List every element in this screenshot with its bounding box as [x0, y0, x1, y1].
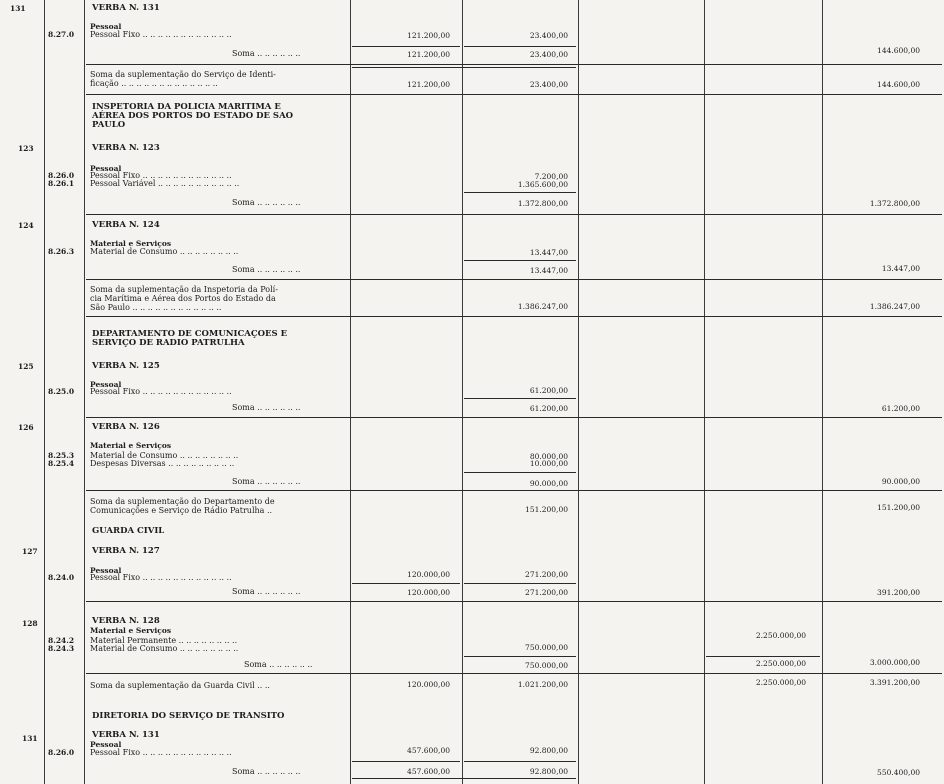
value-cell: 271.200,00: [525, 570, 568, 579]
soma-label: Soma .. .. .. .. .. ..: [232, 587, 301, 596]
col-rule-1: [44, 0, 45, 784]
value-cell: 2.250.000,00: [755, 678, 806, 687]
total-cell: 61.200,00: [881, 404, 920, 413]
verba-title: VERBA N. 125: [92, 361, 160, 371]
total-cell: 550.400,00: [877, 768, 920, 777]
subtotal-label: cia Marítima e Aérea dos Portos do Estado da: [90, 294, 276, 303]
rule: [352, 778, 576, 779]
verba-number: 127: [22, 547, 38, 556]
item-label: Pessoal Fixo .. .. .. .. .. .. .. .. .. .. .. ..: [90, 171, 232, 180]
value-cell: 151.200,00: [525, 505, 568, 514]
item-code: 8.26.3: [48, 247, 75, 256]
rule: [86, 673, 942, 674]
rule: [464, 192, 576, 193]
rule: [352, 46, 460, 47]
value-cell: 92.800,00: [529, 746, 568, 755]
value-cell: 23.400,00: [529, 80, 568, 89]
subtotal-label: Comunicações e Serviço de Rádio Patrulha ..: [90, 506, 273, 515]
rule: [86, 490, 942, 491]
rule: [464, 583, 576, 584]
soma-label: Soma .. .. .. .. .. ..: [232, 767, 301, 776]
verba-number: 131: [10, 4, 26, 13]
item-label: Material de Consumo .. .. .. .. .. .. .. ..: [90, 644, 239, 653]
soma-label: Soma .. .. .. .. .. ..: [232, 477, 301, 486]
value-cell: 120.000,00: [407, 588, 450, 597]
total-cell: 3.391.200,00: [869, 678, 920, 687]
rule: [86, 214, 942, 215]
category-label: Pessoal: [90, 380, 122, 389]
soma-label: Soma .. .. .. .. .. ..: [232, 49, 301, 58]
rule: [464, 761, 576, 762]
verba-title: VERBA N. 123: [92, 143, 160, 153]
rule: [464, 260, 576, 261]
category-label: Pessoal: [90, 22, 122, 31]
item-label: Material de Consumo .. .. .. .. .. .. .. ..: [90, 451, 239, 460]
verba-number: 125: [18, 362, 34, 371]
item-label: Pessoal Fixo .. .. .. .. .. .. .. .. .. .. .. ..: [90, 748, 232, 757]
verba-title: VERBA N. 127: [92, 546, 160, 556]
value-cell: 13.447,00: [529, 266, 568, 275]
item-label: Despesas Diversas .. .. .. .. .. .. .. .. ..: [90, 459, 235, 468]
value-cell: 1.386.247,00: [517, 302, 568, 311]
rule: [86, 279, 942, 280]
value-cell: 1.021.200,00: [517, 680, 568, 689]
rule: [352, 761, 460, 762]
value-cell: 2.250.000,00: [755, 631, 806, 640]
rule: [464, 46, 576, 47]
rule: [86, 64, 942, 65]
verba-title: VERBA N. 128: [92, 616, 160, 626]
section-heading: AÉREA DOS PORTOS DO ESTADO DE SAO: [92, 111, 294, 121]
col-rule-2: [84, 0, 85, 784]
subtotal-label: Soma da suplementação do Departamento de: [90, 497, 275, 506]
value-cell: 80.000,00: [529, 452, 568, 461]
rule: [352, 583, 460, 584]
category-label: Pessoal: [90, 566, 122, 575]
category-label: Material e Serviços: [90, 626, 172, 635]
verba-title: VERBA N. 131: [92, 3, 160, 13]
value-cell: 23.400,00: [529, 31, 568, 40]
total-cell: 391.200,00: [877, 588, 920, 597]
item-code: 8.26.1: [48, 179, 75, 188]
value-cell: 457.600,00: [407, 746, 450, 755]
rule: [86, 316, 942, 317]
value-cell: 2.250.000,00: [755, 659, 806, 668]
value-cell: 121.200,00: [407, 50, 450, 59]
item-label: Material Permanente .. .. .. .. .. .. .. ..: [90, 636, 238, 645]
section-heading: INSPETORIA DA POLICIA MARITIMA E: [92, 102, 281, 112]
verba-title: VERBA N. 126: [92, 422, 160, 432]
rule: [464, 656, 576, 657]
rule: [86, 601, 942, 602]
value-cell: 92.800,00: [529, 767, 568, 776]
rule: [464, 398, 576, 399]
total-cell: 144.600,00: [877, 80, 920, 89]
value-cell: 23.400,00: [529, 50, 568, 59]
soma-label: Soma .. .. .. .. .. ..: [244, 660, 313, 669]
item-code: 8.24.0: [48, 573, 75, 582]
item-label: Pessoal Fixo .. .. .. .. .. .. .. .. .. .. .. ..: [90, 387, 232, 396]
verba-number: 128: [22, 619, 38, 628]
col-rule-7: [822, 0, 823, 784]
verba-number: 126: [18, 423, 34, 432]
verba-number: 124: [18, 221, 34, 230]
item-code: 8.27.0: [48, 30, 75, 39]
subtotal-label: Soma da suplementação da Guarda Civil .. ..: [90, 681, 270, 690]
col-rule-4: [462, 0, 463, 784]
category-label: Pessoal: [90, 740, 122, 749]
value-cell: 10.000,00: [529, 459, 568, 468]
rule: [706, 656, 820, 657]
soma-label: Soma .. .. .. .. .. ..: [232, 403, 301, 412]
value-cell: 7.200,00: [534, 172, 568, 181]
section-heading: DIRETORIA DO SERVIÇO DE TRANSITO: [92, 711, 285, 721]
subtotal-label: São Paulo .. .. .. .. .. .. .. .. .. .. .. ..: [90, 303, 222, 312]
item-code: 8.26.0: [48, 748, 75, 757]
category-label: Material e Serviços: [90, 441, 172, 450]
total-cell: 13.447,00: [881, 264, 920, 273]
rule: [86, 417, 942, 418]
item-label: Pessoal Variável .. .. .. .. .. .. .. .. .. .. ..: [90, 179, 240, 188]
item-code: 8.25.0: [48, 387, 75, 396]
value-cell: 271.200,00: [525, 588, 568, 597]
item-code: 8.24.3: [48, 644, 75, 653]
item-label: Pessoal Fixo .. .. .. .. .. .. .. .. .. .. .. ..: [90, 573, 232, 582]
category-label: Pessoal: [90, 164, 122, 173]
verba-title: VERBA N. 131: [92, 730, 160, 740]
value-cell: 1.365.600,00: [517, 180, 568, 189]
value-cell: 61.200,00: [529, 404, 568, 413]
soma-label: Soma .. .. .. .. .. ..: [232, 198, 301, 207]
value-cell: 1.372.800,00: [517, 199, 568, 208]
subtotal-label: ficação .. .. .. .. .. .. .. .. .. .. .. .. ..: [90, 79, 218, 88]
value-cell: 121.200,00: [407, 31, 450, 40]
total-cell: 151.200,00: [877, 503, 920, 512]
value-cell: 750.000,00: [525, 643, 568, 652]
total-cell: 144.600,00: [877, 46, 920, 55]
value-cell: 120.000,00: [407, 680, 450, 689]
value-cell: 61.200,00: [529, 386, 568, 395]
verba-number: 123: [18, 144, 34, 153]
soma-label: Soma .. .. .. .. .. ..: [232, 265, 301, 274]
section-heading: GUARDA CIVIL: [92, 526, 165, 536]
verba-number: 131: [22, 734, 38, 743]
total-cell: 1.372.800,00: [869, 199, 920, 208]
verba-title: VERBA N. 124: [92, 220, 160, 230]
total-cell: 90.000,00: [881, 477, 920, 486]
item-code: 8.24.2: [48, 636, 75, 645]
item-code: 8.25.3: [48, 451, 75, 460]
section-heading: DEPARTAMENTO DE COMUNICAÇOES E: [92, 329, 288, 339]
item-code: 8.25.4: [48, 459, 75, 468]
value-cell: 457.600,00: [407, 767, 450, 776]
item-label: Pessoal Fixo .. .. .. .. .. .. .. .. .. .. .. ..: [90, 30, 232, 39]
rule: [352, 67, 576, 68]
section-heading: SERVIÇO DE RADIO PATRULHA: [92, 338, 245, 348]
value-cell: 13.447,00: [529, 248, 568, 257]
col-rule-3: [350, 0, 351, 784]
value-cell: 90.000,00: [529, 479, 568, 488]
rule: [464, 472, 576, 473]
item-label: Material de Consumo .. .. .. .. .. .. .. ..: [90, 247, 239, 256]
value-cell: 750.000,00: [525, 661, 568, 670]
value-cell: 120.000,00: [407, 570, 450, 579]
subtotal-label: Soma da suplementação do Serviço de Identi-: [90, 70, 276, 79]
col-rule-5: [578, 0, 579, 784]
section-heading: PAULO: [92, 120, 126, 130]
total-cell: 3.000.000,00: [869, 658, 920, 667]
subtotal-label: Soma da suplementação da Inspetoria da Polí-: [90, 285, 278, 294]
rule: [86, 94, 942, 95]
item-code: 8.26.0: [48, 171, 75, 180]
category-label: Material e Serviços: [90, 239, 172, 248]
value-cell: 121.200,00: [407, 80, 450, 89]
col-rule-6: [704, 0, 705, 784]
total-cell: 1.386.247,00: [869, 302, 920, 311]
